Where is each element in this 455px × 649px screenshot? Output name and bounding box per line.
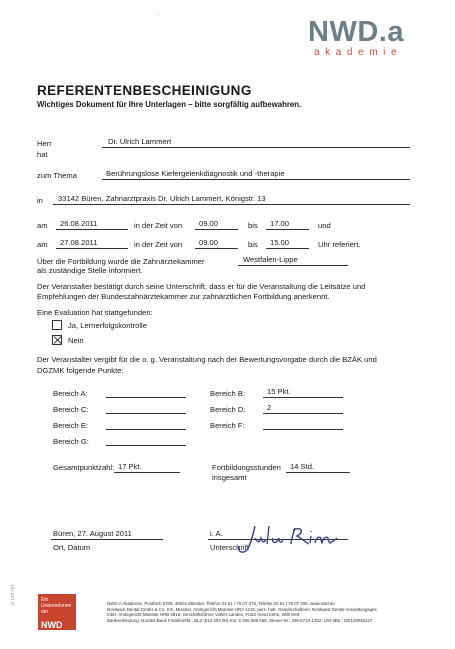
bereich-d-label: Bereich D: (210, 405, 246, 414)
referent-line (102, 147, 410, 148)
bereich-d-line (263, 413, 343, 414)
confirmation-line-1: Der Veranstalter bestätigt durch seine Unterschrift, dass er für die Veranstaltung die Leitsätze und (37, 282, 366, 291)
label-von-1: in der Zeit von (134, 221, 183, 230)
label-bis-1: bis (248, 221, 258, 230)
nwd-akademie-logo (308, 16, 438, 62)
bereich-f-line (263, 429, 343, 430)
stunden-line (286, 472, 350, 473)
to-2: 15.00 (270, 238, 290, 247)
evaluation-yes-label: Ja, Lernerfolgskontrolle (68, 321, 147, 330)
from-1-line (195, 229, 238, 230)
location-value: 33142 Büren, Zahnarztpraxis Dr. Ulrich Lammert, Königstr. 13 (58, 194, 266, 203)
document-title: REFERENTENBESCHEINIGUNG (37, 83, 252, 98)
gesamt-label: Gesamtpunktzahl: (53, 463, 115, 472)
footer-logo-text-1: Ein Unternehmen der (41, 597, 72, 615)
from-1: 09.00 (199, 219, 219, 228)
evaluation-no-label: Nein (68, 336, 84, 345)
footer-text (107, 601, 437, 623)
place-date-line (51, 539, 163, 540)
label-thema: zum Thema (37, 171, 77, 180)
bereich-b-value: 15 Pkt. (267, 387, 291, 396)
footer-line-3: mbH, Amtsgericht Münster HRB 3816, Geschäftsführer Volker Landes, Franz-Gerd Kühn, Willi Wöll (107, 612, 300, 618)
footer-line-1: NWD.A Akademie, Postfach 5709, 48031 Münster, Telefon 02 51 / 76 07-275, Telefax 02 51 / 76 07 205, www.nwd.de (107, 601, 335, 606)
suffix-1: und (318, 221, 331, 230)
stunden-value: 14 Std. (290, 462, 315, 471)
kammer-text-2: als zuständige Stelle informiert. (37, 266, 143, 275)
bereich-a-line (106, 397, 186, 398)
label-hat: hat (37, 150, 48, 159)
place-date-label: Ort, Datum (53, 543, 91, 552)
label-herr: Herr (37, 139, 52, 148)
to-2-line (266, 248, 309, 249)
signature-label: Unterschrift (210, 543, 249, 552)
from-2: 09.00 (199, 238, 219, 247)
kammer-value: Westfalen-Lippe (243, 255, 298, 264)
evaluation-yes-checkbox[interactable] (52, 320, 62, 330)
from-2-line (195, 248, 238, 249)
label-von-2: in der Zeit von (134, 240, 183, 249)
referent-name: Dr. Ulrich Lammert (108, 137, 172, 146)
date-2-line (56, 248, 128, 249)
bereich-g-line (106, 445, 186, 446)
date-1: 26.08.2011 (60, 219, 98, 228)
label-am-2: am (37, 240, 48, 249)
bereich-b-label: Bereich B: (210, 389, 246, 398)
footer-line-2: Nordwest Dental GmbH & Co. KG, Münster, Amtsgericht Münster HRA 1216, pers. haft. Gesellschafterin: Nordwest Dental Verwaltungsges (107, 606, 377, 612)
evaluation-heading: Eine Evaluation hat stattgefunden: (37, 308, 153, 317)
date-2: 27.08.2011 (60, 238, 98, 247)
bereich-c-label: Bereich C: (53, 405, 89, 414)
logo-main-text: NWD.a (308, 16, 404, 48)
stunden-label-2: insgesamt (212, 473, 247, 482)
logo-sub-text: akademie (314, 47, 403, 58)
date-1-line (56, 229, 128, 230)
footer-logo-text-3: GRUPPE (41, 630, 63, 636)
nwd-gruppe-logo (38, 594, 76, 636)
gesamt-value: 17 Pkt. (118, 462, 142, 471)
bereich-d-value: 2 (267, 403, 272, 412)
label-am-1: am (37, 221, 48, 230)
to-1: 17.00 (270, 219, 290, 228)
topic-value: Berührungslose Kiefergelenkdiagnostik und -therapie (106, 169, 285, 178)
gesamt-line (114, 472, 180, 473)
to-1-line (266, 229, 309, 230)
document-subtitle: Wichtiges Dokument für Ihre Unterlagen – bitte sorgfältig aufbewahren. (37, 100, 302, 109)
place-date: Büren, 27. August 2011 (53, 529, 132, 538)
handwritten-signature (233, 520, 343, 556)
bereich-e-line (106, 429, 186, 430)
bereich-b-line (263, 397, 343, 398)
bereich-g-label: Bereich G: (53, 437, 89, 446)
bereich-a-label: Bereich A: (53, 389, 88, 398)
ia-label: i. A. (210, 529, 223, 538)
scan-mark: ' (158, 14, 160, 20)
location-line (53, 204, 410, 205)
points-intro-line-2: DGZMK folgende Punkte: (37, 366, 124, 375)
footer-logo-text-2: NWD (41, 620, 63, 630)
stunden-label-1: Fortbildungsstunden (212, 463, 281, 472)
label-bis-2: bis (248, 240, 258, 249)
topic-line (102, 179, 410, 180)
kammer-line (238, 265, 348, 266)
footer-line-4: Bankverbindung: Nordea Bank Frankfurt/M., BLZ (514 303 00) Kto: 6 255 665 566, Steuer-Nr.: 336-5710-1302, USt-IdNr.: DE126045127 (107, 617, 373, 623)
bereich-e-label: Bereich E: (53, 421, 89, 430)
evaluation-no-checkbox[interactable] (52, 335, 62, 345)
side-code: D 129 / 07 (10, 584, 15, 605)
confirmation-line-2: Empfehlungen der Bundeszahnärztekammer zur zahnärztlichen Fortbildung anerkennt. (37, 292, 330, 301)
label-in: in (37, 196, 43, 205)
bereich-f-label: Bereich F: (210, 421, 245, 430)
suffix-2: Uhr referiert. (318, 240, 361, 249)
points-intro-line-1: Der Veranstalter vergibt für die o. g. Veranstaltung nach der Bewertungsvorgabe durch die BZÄK und (37, 355, 377, 364)
bereich-c-line (106, 413, 186, 414)
kammer-text-1: Über die Fortbildung wurde die Zahnärztekammer (37, 257, 205, 266)
